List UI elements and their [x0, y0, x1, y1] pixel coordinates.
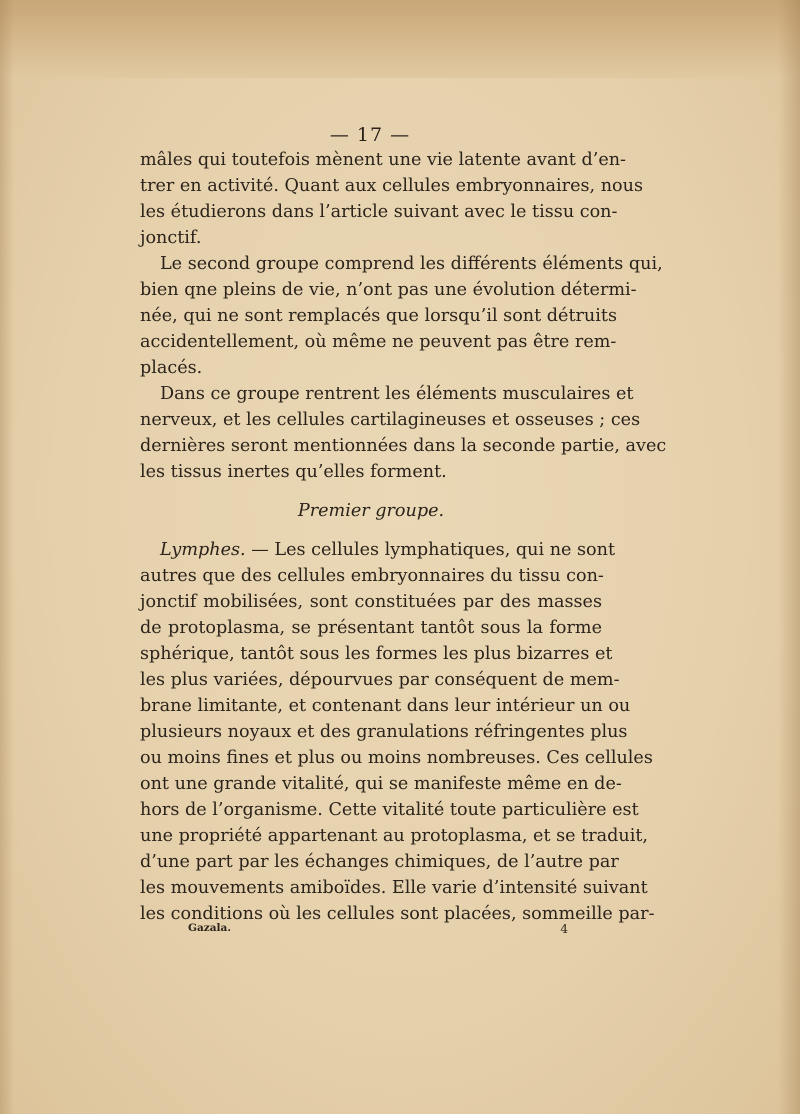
text-line: placés.: [140, 358, 203, 378]
page-number: — 17 —: [329, 124, 411, 146]
page-footer: [188, 922, 568, 942]
text-line: Le second groupe comprend les différents éléments qui,: [160, 254, 663, 274]
text-line: plusieurs noyaux et des granulations réfringentes plus: [140, 722, 628, 742]
text-line: jonctif.: [140, 228, 202, 248]
text-line: dernières seront mentionnées dans la seconde partie, avec: [140, 436, 667, 456]
text-line: les conditions où les cellules sont placées, sommeille par-: [140, 904, 655, 924]
section-heading: Premier groupe.: [297, 501, 445, 521]
text-line: nerveux, et les cellules cartilagineuses et osseuses ; ces: [140, 410, 641, 430]
text-line: trer en activité. Quant aux cellules embryonnaires, nous: [140, 176, 643, 196]
text-line: brane limitante, et contenant dans leur intérieur un ou: [140, 696, 631, 716]
text-line: ou moins fines et plus ou moins nombreuses. Ces cellules: [140, 748, 653, 768]
text-line: de protoplasma, se présentant tantôt sous la forme: [140, 618, 602, 638]
text-line: autres que des cellules embryonnaires du tissu con-: [140, 566, 604, 586]
footer-signature: Gazala.: [188, 922, 231, 934]
footer-sheet-number: 4: [560, 922, 568, 936]
page-left-edge: [0, 0, 14, 1114]
text-line: les étudierons dans l’article suivant avec le tissu con-: [140, 202, 618, 222]
page-right-edge: [778, 0, 800, 1114]
text-line-lymphes: [140, 537, 616, 563]
text-line: d’une part par les échanges chimiques, de l’autre par: [140, 852, 619, 872]
text-line: née, qui ne sont remplacés que lorsqu’il sont détruits: [140, 306, 617, 326]
body-text: [140, 147, 667, 927]
text-line: les tissus inertes qu’elles forment.: [140, 462, 447, 482]
page-top-shadow: [0, 0, 800, 78]
text-line: les plus variées, dépourvues par conséquent de mem-: [140, 670, 620, 690]
lymphes-rest: — Les cellules lymphatiques, qui ne sont: [245, 540, 616, 560]
text-line: Dans ce groupe rentrent les éléments musculaires et: [160, 384, 634, 404]
text-line: ont une grande vitalité, qui se manifeste même en de-: [140, 774, 622, 794]
text-line: une propriété appartenant au protoplasma, et se traduit,: [140, 826, 648, 846]
lymphes-label: Lymphes.: [160, 540, 246, 560]
text-line: accidentellement, où même ne peuvent pas être rem-: [140, 332, 617, 352]
text-line: les mouvements amiboïdes. Elle varie d’intensité suivant: [140, 878, 648, 898]
text-line: sphérique, tantôt sous les formes les plus bizarres et: [140, 644, 613, 664]
text-line: jonctif mobilisées, sont constituées par des masses: [140, 592, 602, 612]
text-line: bien qne pleins de vie, n’ont pas une évolution détermi-: [140, 280, 637, 300]
text-line: mâles qui toutefois mènent une vie latente avant d’en-: [140, 150, 627, 170]
text-line: hors de l’organisme. Cette vitalité toute particulière est: [140, 800, 639, 820]
